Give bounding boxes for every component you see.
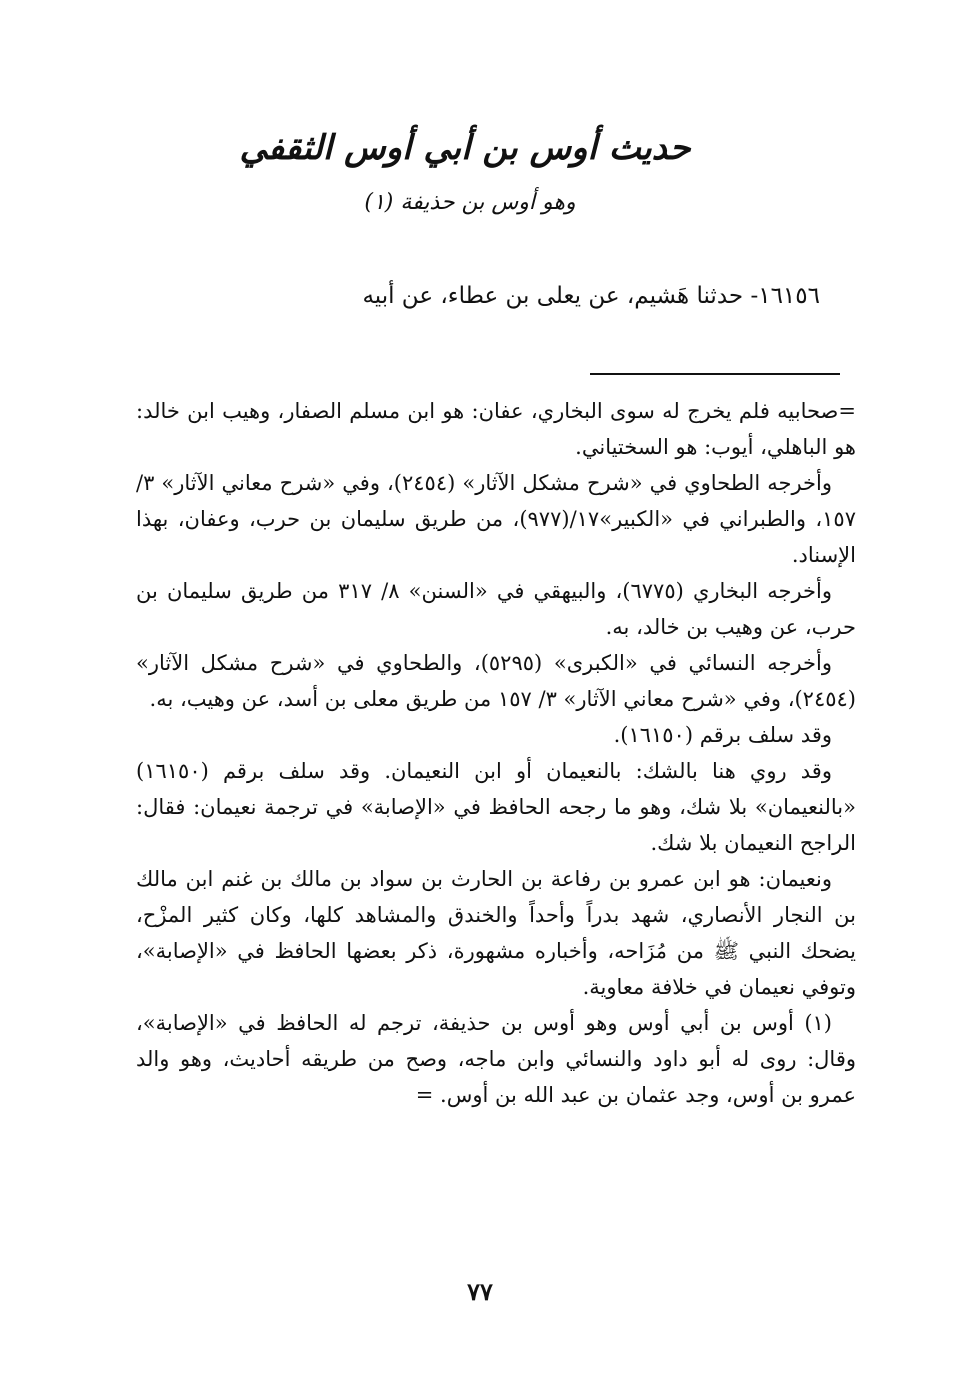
footnote-paragraph: ونعيمان: هو ابن عمرو بن رفاعة بن الحارث بن سواد بن مالك بن غنم ابن مالك بن النجار الأنصاري، شهد بدراً وأحداً والخندق والمشاهد كلها، وكان كثير المزْح، يضحك النبي ﷺ من مُزَاحه، وأخباره مشهورة، ذكر بعضها الحافظ في «الإصابة»، وتوفي نعيمان في خلافة معاوية. [136, 867, 856, 999]
footnotes-section [136, 393, 856, 1113]
footnote-paragraph: وأخرجه البخاري (٦٧٧٥)، والبيهقي في «السنن» ٨/ ٣١٧ من طريق سليمان بن حرب، عن وهيب بن خالد، به. [136, 579, 856, 639]
footnote-paragraph: وأخرجه النسائي في «الكبرى» (٥٢٩٥)، والطحاوي في «شرح مشكل الآثار» (٢٤٥٤)، وفي «شرح معاني الآثار» ٣/ ١٥٧ من طريق معلى بن أسد، عن وهيب، به. [136, 651, 856, 711]
footnote-paragraph: وقد روي هنا بالشك: بالنعيمان أو ابن النعيمان. وقد سلف برقم (١٦١٥٠) «بالنعيمان» بلا شك، وهو ما رجحه الحافظ في «الإصابة» في ترجمة نعيمان: فقال: الراجح النعيمان بلا شك. [136, 759, 856, 855]
footnote-paragraph: وأخرجه الطحاوي في «شرح مشكل الآثار» (٢٤٥٤)، وفي «شرح معاني الآثار» ٣/ ١٥٧، والطبراني في «الكبير»١٧/(٩٧٧)، من طريق سليمان بن حرب، وعفان، بهذا الإسناد. [136, 471, 856, 567]
chapter-subtitle: وهو أوس بن حذيفة (١) [364, 190, 576, 215]
page-number: ٧٧ [467, 1277, 493, 1306]
hadith-text: ١٦١٥٦- حدثنا هَشيم، عن يعلى بن عطاء، عن أبيه [362, 283, 820, 309]
footnote-divider [590, 373, 840, 375]
footnote-paragraph: (١) أوس بن أبي أوس وهو أوس بن حذيفة، ترجم له الحافظ في «الإصابة»، وقال: روى له أبو داود والنسائي وابن ماجه، وصح من طريقه أحاديث، وهو والد عمرو بن أوس، وجد عثمان بن عبد الله بن أوس. = [136, 1011, 856, 1107]
footnote-paragraph: =صحابيه فلم يخرج له سوى البخاري، عفان: هو ابن مسلم الصفار، وهيب ابن خالد: هو الباهلي، أيوب: هو السختياني. [136, 399, 856, 459]
footnote-paragraph: وقد سلف برقم (١٦١٥٠). [613, 723, 832, 747]
chapter-title: حديث أوس بن أبي أوس الثقفي [239, 128, 691, 168]
